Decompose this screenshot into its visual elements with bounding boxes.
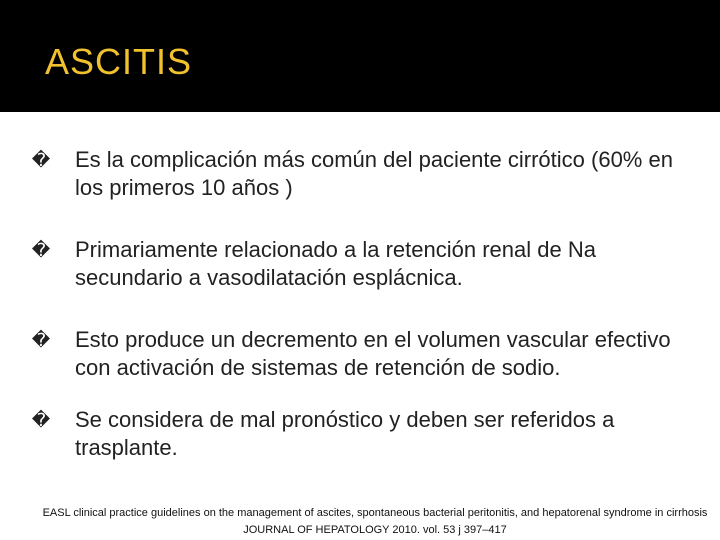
bullet-item [30, 406, 690, 462]
unknown-glyph-icon [30, 149, 52, 171]
slide-title: ASCITIS [45, 41, 193, 82]
unknown-glyph-icon [30, 409, 52, 431]
citation: EASL clinical practice guidelines on the management of ascites, spontaneous bacterial peritonitis, and hepatorenal syndrome in cirrhosis JOURNAL OF HEPATOLOGY 2010. vol. 53 j 397–417 [42, 507, 708, 536]
bullet-text: Primariamente relacionado a la retención renal de Na secundario a vasodilatación esplácnica. [75, 237, 596, 290]
title-bar [0, 0, 720, 112]
bullet-item [30, 326, 690, 382]
unknown-glyph-icon [30, 329, 52, 351]
bullet-text: Esto produce un decremento en el volumen vascular efectivo con activación de sistemas de retención de sodio. [75, 327, 671, 380]
bullet-item [30, 146, 690, 202]
bullet-text: Se considera de mal pronóstico y deben ser referidos a trasplante. [75, 407, 615, 460]
bullet-list [30, 146, 690, 496]
unknown-glyph-icon [30, 239, 52, 261]
bullet-item [30, 236, 690, 292]
bullet-text: Es la complicación más común del paciente cirrótico (60% en los primeros 10 años ) [75, 147, 673, 200]
